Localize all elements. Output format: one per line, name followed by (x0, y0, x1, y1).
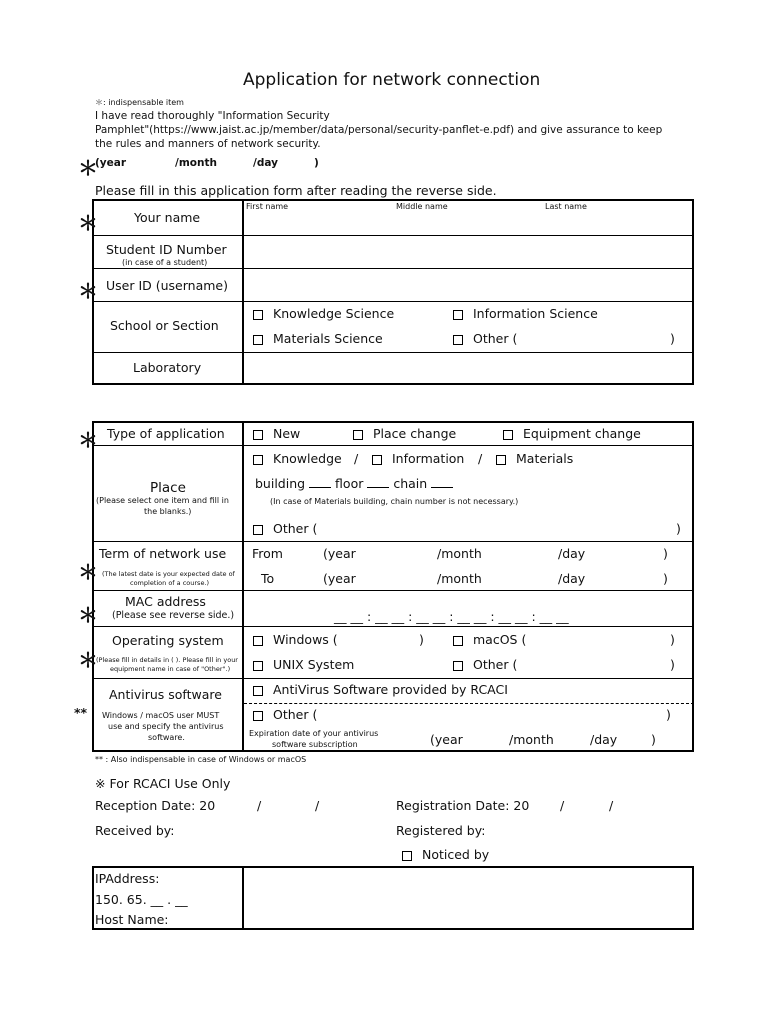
required-star: ＊ (78, 156, 98, 180)
registration-date: Registration Date: 20 (396, 798, 530, 813)
fill-note: Please fill in this application form after reading the reverse side. (95, 183, 497, 198)
indispensable-note: ＊: indispensable item (95, 98, 184, 107)
place-other-close: ) (676, 521, 681, 536)
place-note-1: (Please select one item and fill in (96, 496, 229, 505)
first-name-label: First name (246, 202, 289, 211)
checkbox-icon[interactable] (253, 661, 263, 671)
school-opt-knowledge[interactable]: Knowledge Science (253, 306, 394, 321)
type-opt-place-change[interactable]: Place change (353, 426, 456, 441)
reception-slash: / (315, 798, 320, 813)
exp-close: ) (651, 732, 656, 747)
checkbox-icon[interactable] (253, 711, 263, 721)
mac-note: (Please see reverse side.) (112, 610, 235, 621)
reception-slash: / (257, 798, 262, 813)
school-opt-information[interactable]: Information Science (453, 306, 598, 321)
double-star: ** (74, 705, 88, 720)
os-opt-other[interactable]: Other ( (453, 657, 517, 672)
term-from-year[interactable]: (year (323, 546, 356, 561)
date-day[interactable]: /day (253, 157, 278, 169)
av-note-2: use and specify the antivirus (108, 722, 224, 731)
school-other-close: ) (670, 331, 675, 346)
pledge-line-2: Pamphlet"(https://www.jaist.ac.jp/member/data/personal/security-panflet-e.pdf) and give assurance to keep (95, 124, 663, 136)
place-label: Place (150, 480, 186, 496)
noticed-by[interactable]: Noticed by (402, 847, 489, 862)
place-opt-materials[interactable]: Materials (496, 451, 573, 466)
user-id-input[interactable] (244, 270, 692, 300)
required-star: ＊ (78, 560, 98, 584)
checkbox-icon[interactable] (253, 686, 263, 696)
place-opt-knowledge[interactable]: Knowledge (253, 451, 342, 466)
os-windows-close: ) (419, 632, 424, 647)
exp-year[interactable]: (year (430, 732, 463, 747)
exp-month[interactable]: /month (509, 732, 554, 747)
page-title: Application for network connection (243, 70, 541, 90)
checkbox-icon[interactable] (453, 310, 463, 320)
term-note-2: completion of a course.) (130, 579, 210, 587)
term-to-year[interactable]: (year (323, 571, 356, 586)
place-slash: / (354, 451, 359, 466)
registration-slash: / (609, 798, 614, 813)
pledge-line-3: the rules and manners of network security. (95, 138, 321, 150)
place-opt-other[interactable]: Other ( (253, 521, 317, 536)
checkbox-icon[interactable] (453, 661, 463, 671)
checkbox-icon[interactable] (353, 430, 363, 440)
term-from-month[interactable]: /month (437, 546, 482, 561)
chain-note: (In case of Materials building, chain number is not necessary.) (270, 497, 519, 506)
av-label: Antivirus software (109, 687, 222, 702)
type-opt-equipment-change[interactable]: Equipment change (503, 426, 641, 441)
required-star: ＊ (78, 279, 98, 303)
exp-note-1: Expiration date of your antivirus (249, 729, 379, 738)
os-label: Operating system (112, 633, 224, 648)
registered-by: Registered by: (396, 823, 486, 838)
checkbox-icon[interactable] (253, 335, 263, 345)
mac-input[interactable]: __ __ : __ __ : __ __ : __ __ : __ __ : __ __ (334, 609, 569, 624)
date-year[interactable]: (year (95, 157, 127, 169)
required-star: ＊ (78, 648, 98, 672)
av-opt-rcaci[interactable]: AntiVirus Software provided by RCACI (253, 682, 508, 697)
checkbox-icon[interactable] (453, 335, 463, 345)
checkbox-icon[interactable] (453, 636, 463, 646)
your-name-label: Your name (134, 210, 201, 225)
laboratory-input[interactable] (244, 354, 692, 383)
host-label: Host Name: (95, 912, 169, 927)
os-opt-windows[interactable]: Windows ( (253, 632, 338, 647)
reception-date: Reception Date: 20 (95, 798, 216, 813)
pledge-line-1: I have read thoroughly "Information Security (95, 110, 330, 122)
type-opt-new[interactable]: New (253, 426, 300, 441)
av-opt-other[interactable]: Other ( (253, 707, 317, 722)
term-from-label: From (252, 546, 283, 561)
middle-name-label: Middle name (396, 202, 448, 211)
av-other-close: ) (666, 707, 671, 722)
name-input[interactable] (244, 212, 692, 234)
student-id-note: (in case of a student) (122, 258, 208, 267)
term-to-label: To (261, 571, 275, 586)
checkbox-icon[interactable] (253, 455, 263, 465)
checkbox-icon[interactable] (253, 430, 263, 440)
checkbox-icon[interactable] (372, 455, 382, 465)
term-from-close: ) (663, 546, 668, 561)
date-month[interactable]: /month (175, 157, 217, 169)
os-other-close: ) (670, 657, 675, 672)
exp-note-2: software subscription (272, 740, 358, 749)
checkbox-icon[interactable] (253, 525, 263, 535)
place-opt-information[interactable]: Information (372, 451, 464, 466)
place-slash: / (478, 451, 483, 466)
required-star: ＊ (78, 428, 98, 452)
term-to-close: ) (663, 571, 668, 586)
mac-label: MAC address (125, 594, 206, 609)
office-heading: ※ For RCACI Use Only (95, 776, 231, 791)
user-id-label: User ID (username) (106, 278, 228, 293)
school-opt-other[interactable]: Other ( (453, 331, 517, 346)
student-id-label: Student ID Number (106, 242, 227, 257)
school-label: School or Section (110, 318, 219, 333)
required-star: ＊ (78, 603, 98, 627)
os-macos-close: ) (670, 632, 675, 647)
exp-day[interactable]: /day (590, 732, 618, 747)
school-opt-materials[interactable]: Materials Science (253, 331, 383, 346)
footnote: ** : Also indispensable in case of Windows or macOS (95, 755, 307, 764)
registration-slash: / (560, 798, 565, 813)
term-from-day[interactable]: /day (558, 546, 586, 561)
os-note-2: equipment name in case of "Other".) (110, 665, 231, 673)
building-field[interactable]: building floor chain (255, 476, 453, 491)
checkbox-icon[interactable] (503, 430, 513, 440)
term-label: Term of network use (99, 546, 227, 561)
date-close: ) (314, 157, 319, 169)
checkbox-icon[interactable] (496, 455, 506, 465)
last-name-label: Last name (545, 202, 587, 211)
term-to-day[interactable]: /day (558, 571, 586, 586)
place-note-2: the blanks.) (144, 507, 192, 516)
required-star: ＊ (78, 211, 98, 235)
term-to-month[interactable]: /month (437, 571, 482, 586)
laboratory-label: Laboratory (133, 360, 202, 375)
av-note-3: software. (148, 733, 185, 742)
os-note-1: (Please fill in details in ( ). Please fill in your (96, 656, 238, 664)
os-opt-macos[interactable]: macOS ( (453, 632, 526, 647)
checkbox-icon[interactable] (402, 851, 412, 861)
term-note-1: (The latest date is your expected date of (102, 570, 235, 578)
os-opt-unix[interactable]: UNIX System (253, 657, 354, 672)
checkbox-icon[interactable] (253, 310, 263, 320)
student-id-input[interactable] (244, 237, 692, 267)
received-by: Received by: (95, 823, 175, 838)
ip-label: IPAddress: (95, 871, 160, 886)
av-note-1: Windows / macOS user MUST (102, 711, 220, 720)
ip-prefix: 150. 65. __ . __ (95, 892, 188, 907)
type-label: Type of application (107, 426, 225, 441)
checkbox-icon[interactable] (253, 636, 263, 646)
